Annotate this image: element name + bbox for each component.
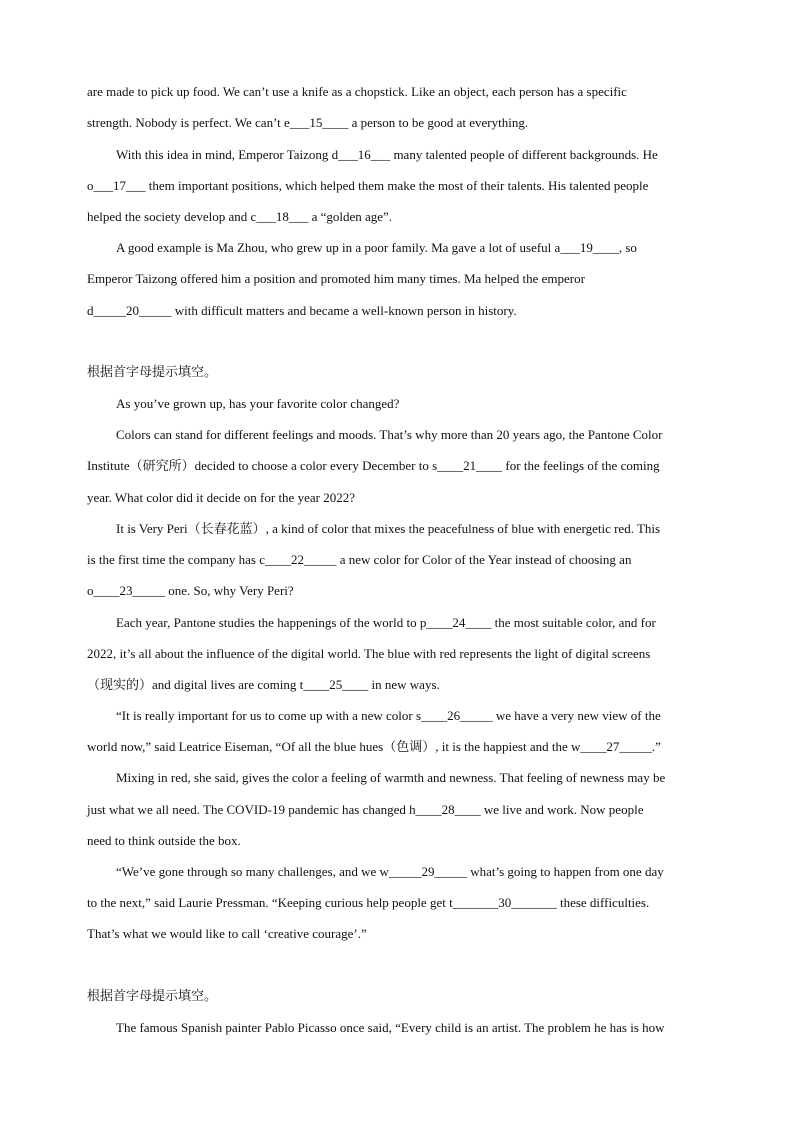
text: o — [87, 583, 94, 598]
text-line — [87, 739, 709, 755]
text: （现实的）and digital lives are coming t — [87, 677, 304, 692]
text-line — [87, 271, 709, 287]
text: helped the society develop and c — [87, 209, 257, 224]
text-line — [87, 303, 709, 319]
text-line — [116, 1020, 709, 1036]
text: .” — [651, 739, 661, 754]
text-line — [87, 209, 709, 225]
blank-22: ____22_____ — [264, 552, 337, 567]
text: what’s going to happen from one day — [466, 864, 664, 879]
text: With this idea in mind, Emperor Taizong d — [116, 147, 339, 162]
text: o — [87, 178, 94, 193]
text: need to think outside the box. — [87, 833, 241, 848]
text: the most suitable color, and for — [491, 615, 656, 630]
blank-25: ____25____ — [303, 677, 369, 692]
text: Colors can stand for different feelings and moods. That’s why more than 20 years ago, the Pantone Color — [116, 427, 663, 442]
blank-21: ____21____ — [437, 458, 503, 473]
text: just what we all need. The COVID-19 pandemic has changed h — [87, 802, 416, 817]
text: A good example is Ma Zhou, who grew up in a poor family. Ma gave a lot of useful a — [116, 240, 561, 255]
text-line — [116, 240, 709, 256]
text-line — [87, 115, 709, 131]
text: “It is really important for us to come up with a new color s — [116, 708, 422, 723]
text: many talented people of different backgrounds. He — [390, 147, 658, 162]
text-line — [87, 490, 709, 506]
text: in new ways. — [368, 677, 440, 692]
blank-28: ____28____ — [415, 802, 481, 817]
text: year. What color did it decide on for the year 2022? — [87, 490, 355, 505]
text: one. So, why Very Peri? — [165, 583, 294, 598]
blank-23: ____23_____ — [93, 583, 165, 598]
section-heading: 根据首字母提示填空。 — [87, 365, 218, 380]
text-line — [87, 178, 709, 194]
text: d — [87, 303, 94, 318]
text: Mixing in red, she said, gives the color a feeling of warmth and newness. That feeling of newness may be — [116, 770, 666, 785]
text-line — [87, 926, 709, 942]
text: a “golden age”. — [308, 209, 393, 224]
blank-16: ___16___ — [338, 147, 391, 162]
text-line — [87, 552, 709, 568]
section-heading: 根据首字母提示填空。 — [87, 989, 218, 1004]
blank-27: ____27_____ — [580, 739, 652, 754]
blank-17: ___17___ — [93, 178, 146, 193]
text: them important positions, which helped them make the most of their talents. His talented people — [145, 178, 649, 193]
text: is the first time the company has c — [87, 552, 265, 567]
text-line — [87, 458, 709, 474]
text-line — [87, 84, 709, 100]
text-line — [87, 802, 709, 818]
text: world now,” said Leatrice Eiseman, “Of all the blue hues（色调）, it is the happiest and the w — [87, 739, 581, 754]
text: we have a very new view of the — [492, 708, 661, 723]
text: That’s what we would like to call ‘creative courage’.” — [87, 926, 367, 941]
text: are made to pick up food. We can’t use a knife as a chopstick. Like an object, each person has a specific — [87, 84, 627, 99]
text-line — [87, 677, 709, 693]
blank-29: _____29_____ — [388, 864, 467, 879]
blank-15: ___15____ — [289, 115, 349, 130]
text-line — [87, 895, 709, 911]
blank-30: _______30_______ — [452, 895, 557, 910]
text-line — [87, 583, 709, 599]
text: for the feelings of the coming — [502, 458, 660, 473]
text: strength. Nobody is perfect. We can’t e — [87, 115, 290, 130]
text-line — [116, 521, 709, 537]
text-line — [116, 615, 709, 631]
text-line — [116, 864, 709, 880]
text-line — [116, 147, 709, 163]
text: As you’ve grown up, has your favorite color changed? — [116, 396, 400, 411]
text-line — [116, 708, 709, 724]
blank-18: ___18___ — [256, 209, 309, 224]
text-line — [116, 427, 709, 443]
text-line — [87, 646, 709, 662]
text: The famous Spanish painter Pablo Picasso once said, “Every child is an artist. The problem he has is how — [116, 1020, 665, 1035]
text: It is Very Peri（长春花蓝）, a kind of color that mixes the peacefulness of blue with energetic red. This — [116, 521, 661, 536]
text: 2022, it’s all about the influence of the digital world. The blue with red represents the light of digital screens — [87, 646, 651, 661]
blank-20: _____20_____ — [93, 303, 172, 318]
text-line — [116, 396, 709, 412]
text-line — [116, 770, 709, 786]
blank-26: ____26_____ — [421, 708, 493, 723]
text: , so — [618, 240, 637, 255]
blank-19: ___19____ — [560, 240, 619, 255]
text: “We’ve gone through so many challenges, and we w — [116, 864, 389, 879]
text: a person to be good at everything. — [348, 115, 529, 130]
text: Emperor Taizong offered him a position and promoted him many times. Ma helped the emperor — [87, 271, 585, 286]
text: with difficult matters and became a well-known person in history. — [171, 303, 517, 318]
text: these difficulties. — [556, 895, 650, 910]
text: Each year, Pantone studies the happenings of the world to p — [116, 615, 427, 630]
text: to the next,” said Laurie Pressman. “Keeping curious help people get t — [87, 895, 453, 910]
text: we live and work. Now people — [480, 802, 644, 817]
text: Institute（研究所）decided to choose a color every December to s — [87, 458, 438, 473]
blank-24: ____24____ — [426, 615, 492, 630]
text: a new color for Color of the Year instead of choosing an — [336, 552, 632, 567]
text-line — [87, 833, 709, 849]
